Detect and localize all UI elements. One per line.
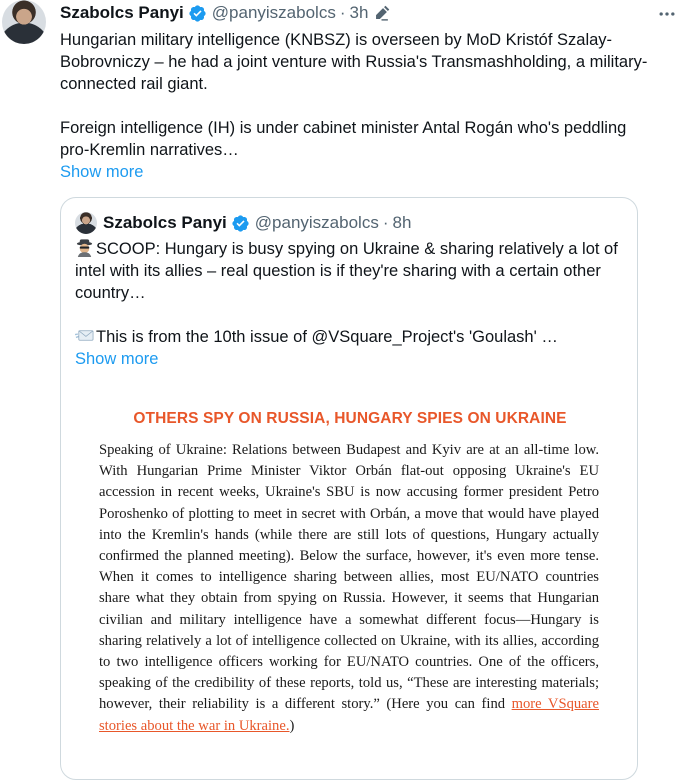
tweet-header (60, 2, 390, 24)
verified-badge-icon (231, 214, 250, 233)
more-dots-icon[interactable] (657, 4, 677, 24)
quoted-author-name[interactable]: Szabolcs Panyi (103, 213, 227, 232)
tweet-paragraph-2: Foreign intelligence (IH) is under cabinet minister Antal Rogán who's peddling pro-Kremlin narratives… (60, 119, 627, 159)
article-title: OTHERS SPY ON RUSSIA, HUNGARY SPIES ON UKRAINE (133, 410, 567, 427)
flying-envelope-icon (75, 326, 94, 345)
quoted-header (103, 212, 411, 234)
avatar[interactable] (2, 0, 46, 44)
author-handle[interactable]: @panyiszabolcs (211, 3, 336, 22)
tweet-paragraph-1: Hungarian military intelligence (KNBSZ) is overseen by MoD Kristóf Szalay-Bobrovniczy – he had a joint venture with Russia's Transmashholding, a military-connected rail giant. (60, 31, 648, 93)
show-more-link[interactable]: Show more (60, 163, 144, 181)
spy-emoji-icon (75, 238, 94, 257)
article-closing: ) (289, 717, 295, 734)
quoted-paragraph-2 (75, 326, 625, 348)
quoted-paragraph-1-text: SCOOP: Hungary is busy spying on Ukraine & sharing relatively a lot of intel with its allies – real question is if they're sharing with a certain other country… (75, 240, 618, 302)
quoted-paragraph-2-text: This is from the 10th issue of @VSquare_Project's 'Goulash' … (96, 328, 558, 346)
quoted-show-more-link[interactable]: Show more (75, 350, 159, 368)
timestamp[interactable]: 3h (349, 3, 369, 22)
tweet-text (60, 29, 660, 183)
quoted-tweet[interactable] (60, 197, 638, 780)
article-body-text: Speaking of Ukraine: Relations between Budapest and Kyiv are at an all-time low. With Hungarian Prime Minister Viktor Orbán flat-out opposing Ukraine's EU accession in recent weeks, Ukraine's SBU is now accusing former president Petro Poroshenko of plotting to meet in secret with Orbán, a move that would have played into the Kremlin's hands (while there are still lots of questions, Hungary actually confirmed the planned meeting). Below the surface, however, it's even more tense. When it comes to intelligence sharing between allies, most EU/NATO countries share what they obtain from spying on Russia. However, it seems that Hungarian civilian and military intelligence have a somewhat different focus—Hungary is sharing relatively a lot of intelligence collected on Ukraine, with its allies, according to two intelligence officers working for EU/NATO countries. One of the officers, speaking of the credibility of these reports, told us, “These are interesting materials; however, their reliability is a different story.” (Here you can find (99, 442, 599, 713)
quoted-avatar[interactable] (75, 212, 97, 234)
separator: · (339, 3, 346, 22)
article-body (99, 440, 599, 737)
edit-pencil-icon[interactable] (373, 5, 390, 22)
article-image[interactable] (75, 396, 625, 766)
article-link: more VSquare stories about the war in Ukraine. (99, 696, 599, 734)
quoted-text (75, 238, 625, 370)
quoted-paragraph-1 (75, 238, 625, 304)
verified-badge-icon (188, 4, 207, 23)
quoted-author-handle[interactable]: @panyiszabolcs (254, 213, 379, 232)
author-name[interactable]: Szabolcs Panyi (60, 3, 184, 22)
quoted-timestamp[interactable]: 8h (392, 213, 412, 232)
separator: · (382, 213, 389, 232)
